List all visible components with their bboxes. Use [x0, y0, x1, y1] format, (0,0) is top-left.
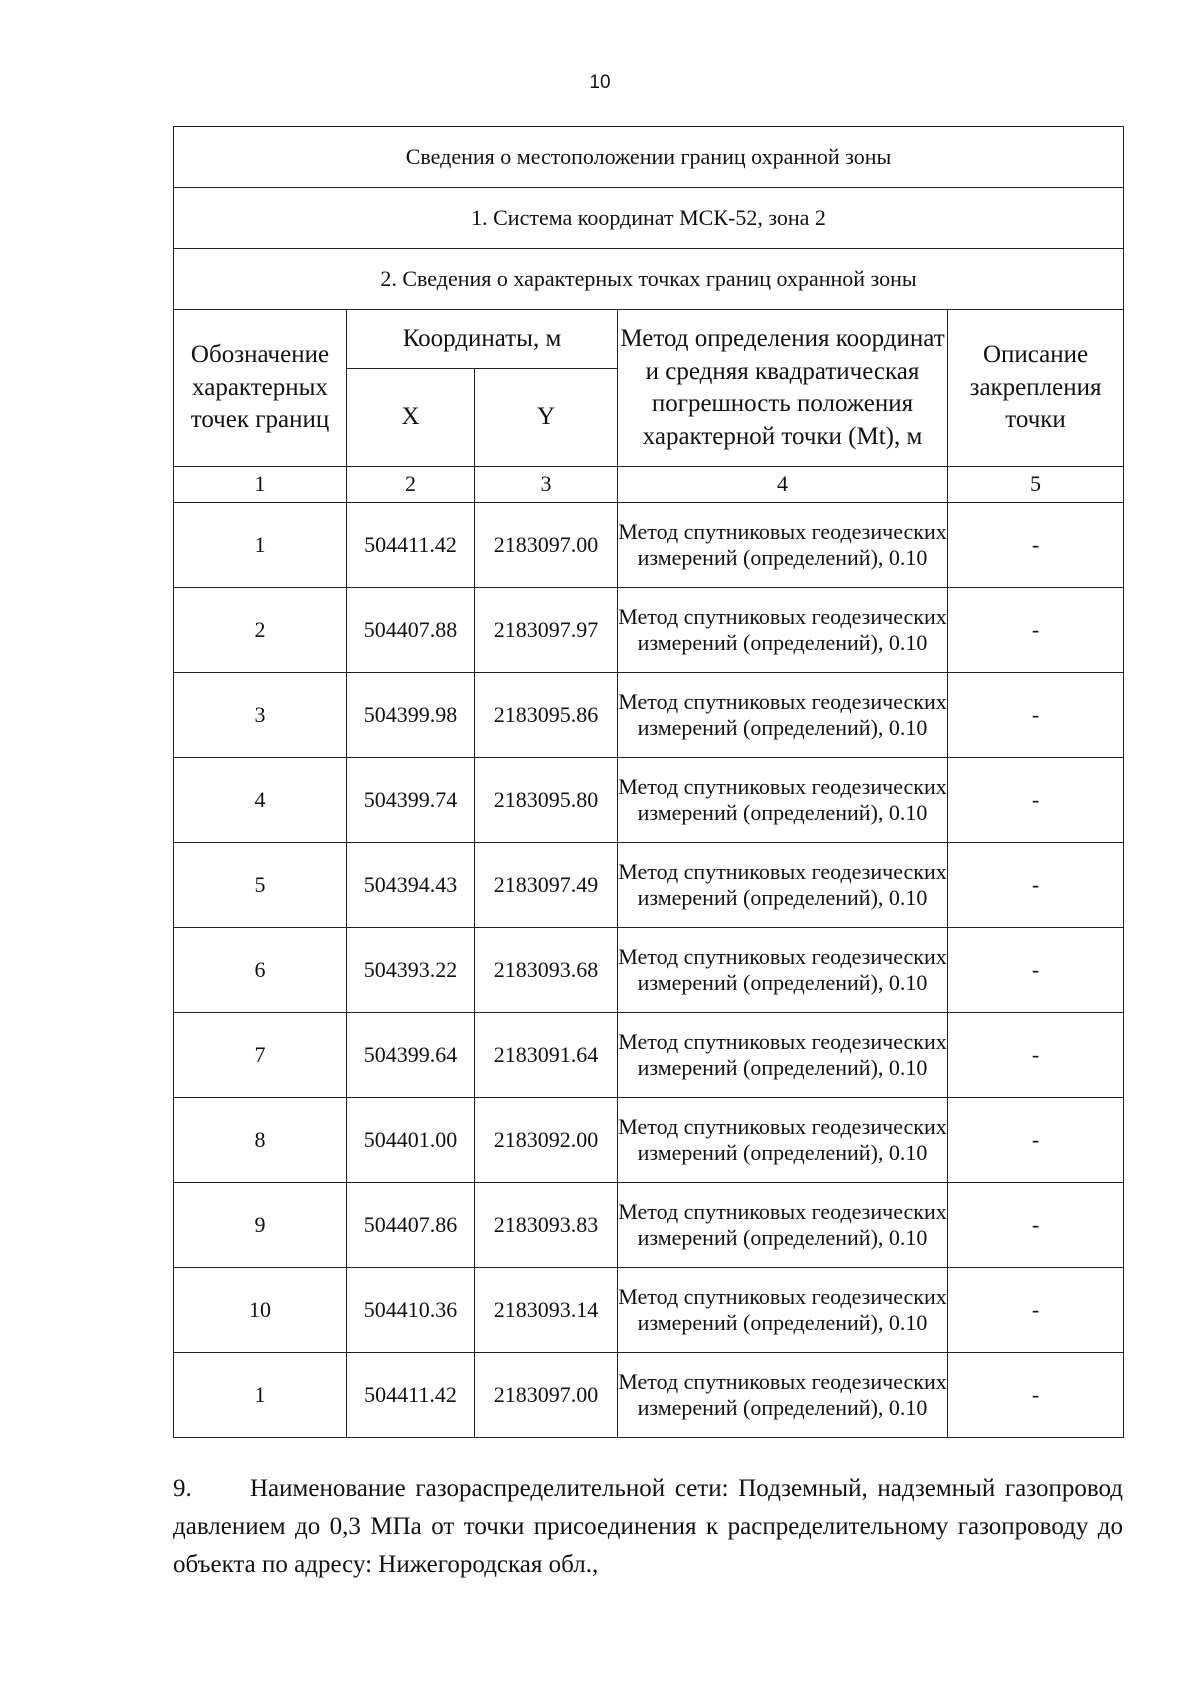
- y-coordinate-cell: 2183095.86: [475, 673, 618, 758]
- point-cell: 10: [174, 1268, 347, 1353]
- x-coordinate-cell: 504394.43: [347, 843, 475, 928]
- header-y: Y: [475, 369, 618, 467]
- method-cell: [618, 1013, 948, 1098]
- column-number: 1: [174, 467, 347, 503]
- table-row: [174, 928, 1124, 1013]
- method-cell: [618, 1353, 948, 1438]
- method-text: Метод спутниковых геодезических измерений (определений), 0.10: [618, 1283, 947, 1335]
- table-row: [174, 1013, 1124, 1098]
- y-coordinate-cell: 2183093.83: [475, 1183, 618, 1268]
- description-cell: -: [948, 1353, 1124, 1438]
- description-cell: -: [948, 1013, 1124, 1098]
- description-cell: -: [948, 1268, 1124, 1353]
- point-cell: 2: [174, 588, 347, 673]
- point-cell: 9: [174, 1183, 347, 1268]
- y-coordinate-cell: 2183097.49: [475, 843, 618, 928]
- point-cell: 5: [174, 843, 347, 928]
- table-row: [174, 1353, 1124, 1438]
- method-cell: [618, 843, 948, 928]
- method-text: Метод спутниковых геодезических измерений (определений), 0.10: [618, 773, 947, 825]
- y-coordinate-cell: 2183095.80: [475, 758, 618, 843]
- description-cell: -: [948, 1098, 1124, 1183]
- description-cell: -: [948, 503, 1124, 588]
- method-text: Метод спутниковых геодезических измерений (определений), 0.10: [618, 1113, 947, 1165]
- table-title: Сведения о местоположении границ охранной зоны: [174, 127, 1124, 188]
- column-number: 5: [948, 467, 1124, 503]
- table-row: [174, 758, 1124, 843]
- description-cell: -: [948, 843, 1124, 928]
- description-cell: -: [948, 928, 1124, 1013]
- method-cell: [618, 503, 948, 588]
- method-cell: [618, 1098, 948, 1183]
- x-coordinate-cell: 504407.86: [347, 1183, 475, 1268]
- table-row: [174, 588, 1124, 673]
- method-text: Метод спутниковых геодезических измерений (определений), 0.10: [618, 603, 947, 655]
- method-text: Метод спутниковых геодезических измерений (определений), 0.10: [618, 688, 947, 740]
- column-number: 4: [618, 467, 948, 503]
- method-text: Метод спутниковых геодезических измерений (определений), 0.10: [618, 518, 947, 570]
- y-coordinate-cell: 2183097.97: [475, 588, 618, 673]
- column-number: 3: [475, 467, 618, 503]
- y-coordinate-cell: 2183093.14: [475, 1268, 618, 1353]
- y-coordinate-cell: 2183097.00: [475, 503, 618, 588]
- method-text: Метод спутниковых геодезических измерений (определений), 0.10: [618, 943, 947, 995]
- method-cell: [618, 588, 948, 673]
- method-cell: [618, 673, 948, 758]
- y-coordinate-cell: 2183093.68: [475, 928, 618, 1013]
- x-coordinate-cell: 504411.42: [347, 503, 475, 588]
- table-row: [174, 673, 1124, 758]
- method-cell: [618, 1268, 948, 1353]
- table-row: [174, 1268, 1124, 1353]
- method-cell: [618, 928, 948, 1013]
- method-cell: [618, 1183, 948, 1268]
- description-cell: -: [948, 758, 1124, 843]
- header-designation: Обозначение характерных точек границ: [174, 310, 347, 467]
- table-row: [174, 1183, 1124, 1268]
- header-method: Метод определения координат и средняя квадратическая погрешность положения характерной точки (Mt), м: [618, 310, 948, 467]
- method-text: Метод спутниковых геодезических измерений (определений), 0.10: [618, 1028, 947, 1080]
- page-number: 10: [589, 72, 611, 93]
- x-coordinate-cell: 504393.22: [347, 928, 475, 1013]
- x-coordinate-cell: 504411.42: [347, 1353, 475, 1438]
- method-text: Метод спутниковых геодезических измерений (определений), 0.10: [618, 858, 947, 910]
- method-text: Метод спутниковых геодезических измерений (определений), 0.10: [618, 1368, 947, 1420]
- column-numbers-row: [174, 467, 1124, 503]
- header-description: Описание закрепления точки: [948, 310, 1124, 467]
- point-cell: 1: [174, 1353, 347, 1438]
- paragraph-number: 9.: [173, 1475, 192, 1502]
- protection-zone-table: [173, 126, 1124, 1438]
- x-coordinate-cell: 504407.88: [347, 588, 475, 673]
- table-row: [174, 843, 1124, 928]
- point-cell: 8: [174, 1098, 347, 1183]
- table-row: [174, 1098, 1124, 1183]
- point-cell: 1: [174, 503, 347, 588]
- description-cell: -: [948, 588, 1124, 673]
- description-cell: -: [948, 673, 1124, 758]
- y-coordinate-cell: 2183091.64: [475, 1013, 618, 1098]
- x-coordinate-cell: 504410.36: [347, 1268, 475, 1353]
- point-cell: 7: [174, 1013, 347, 1098]
- y-coordinate-cell: 2183092.00: [475, 1098, 618, 1183]
- points-heading: 2. Сведения о характерных точках границ охранной зоны: [174, 249, 1124, 310]
- point-cell: 6: [174, 928, 347, 1013]
- description-cell: -: [948, 1183, 1124, 1268]
- point-cell: 4: [174, 758, 347, 843]
- x-coordinate-cell: 504399.74: [347, 758, 475, 843]
- y-coordinate-cell: 2183097.00: [475, 1353, 618, 1438]
- table-row: [174, 503, 1124, 588]
- coordinate-system: 1. Система координат МСК-52, зона 2: [174, 188, 1124, 249]
- point-cell: 3: [174, 673, 347, 758]
- header-coordinates: Координаты, м: [347, 310, 618, 369]
- method-cell: [618, 758, 948, 843]
- x-coordinate-cell: 504401.00: [347, 1098, 475, 1183]
- column-number: 2: [347, 467, 475, 503]
- x-coordinate-cell: 504399.98: [347, 673, 475, 758]
- x-coordinate-cell: 504399.64: [347, 1013, 475, 1098]
- method-text: Метод спутниковых геодезических измерений (определений), 0.10: [618, 1198, 947, 1250]
- paragraph-9: [173, 1470, 1123, 1584]
- header-x: X: [347, 369, 475, 467]
- paragraph-text: Наименование газораспределительной сети: Подземный, надземный газопровод давлением до 0,3 МПа от точки присоединения к распределительному газопроводу до объекта по адресу: Нижегородская обл.,: [173, 1475, 1123, 1578]
